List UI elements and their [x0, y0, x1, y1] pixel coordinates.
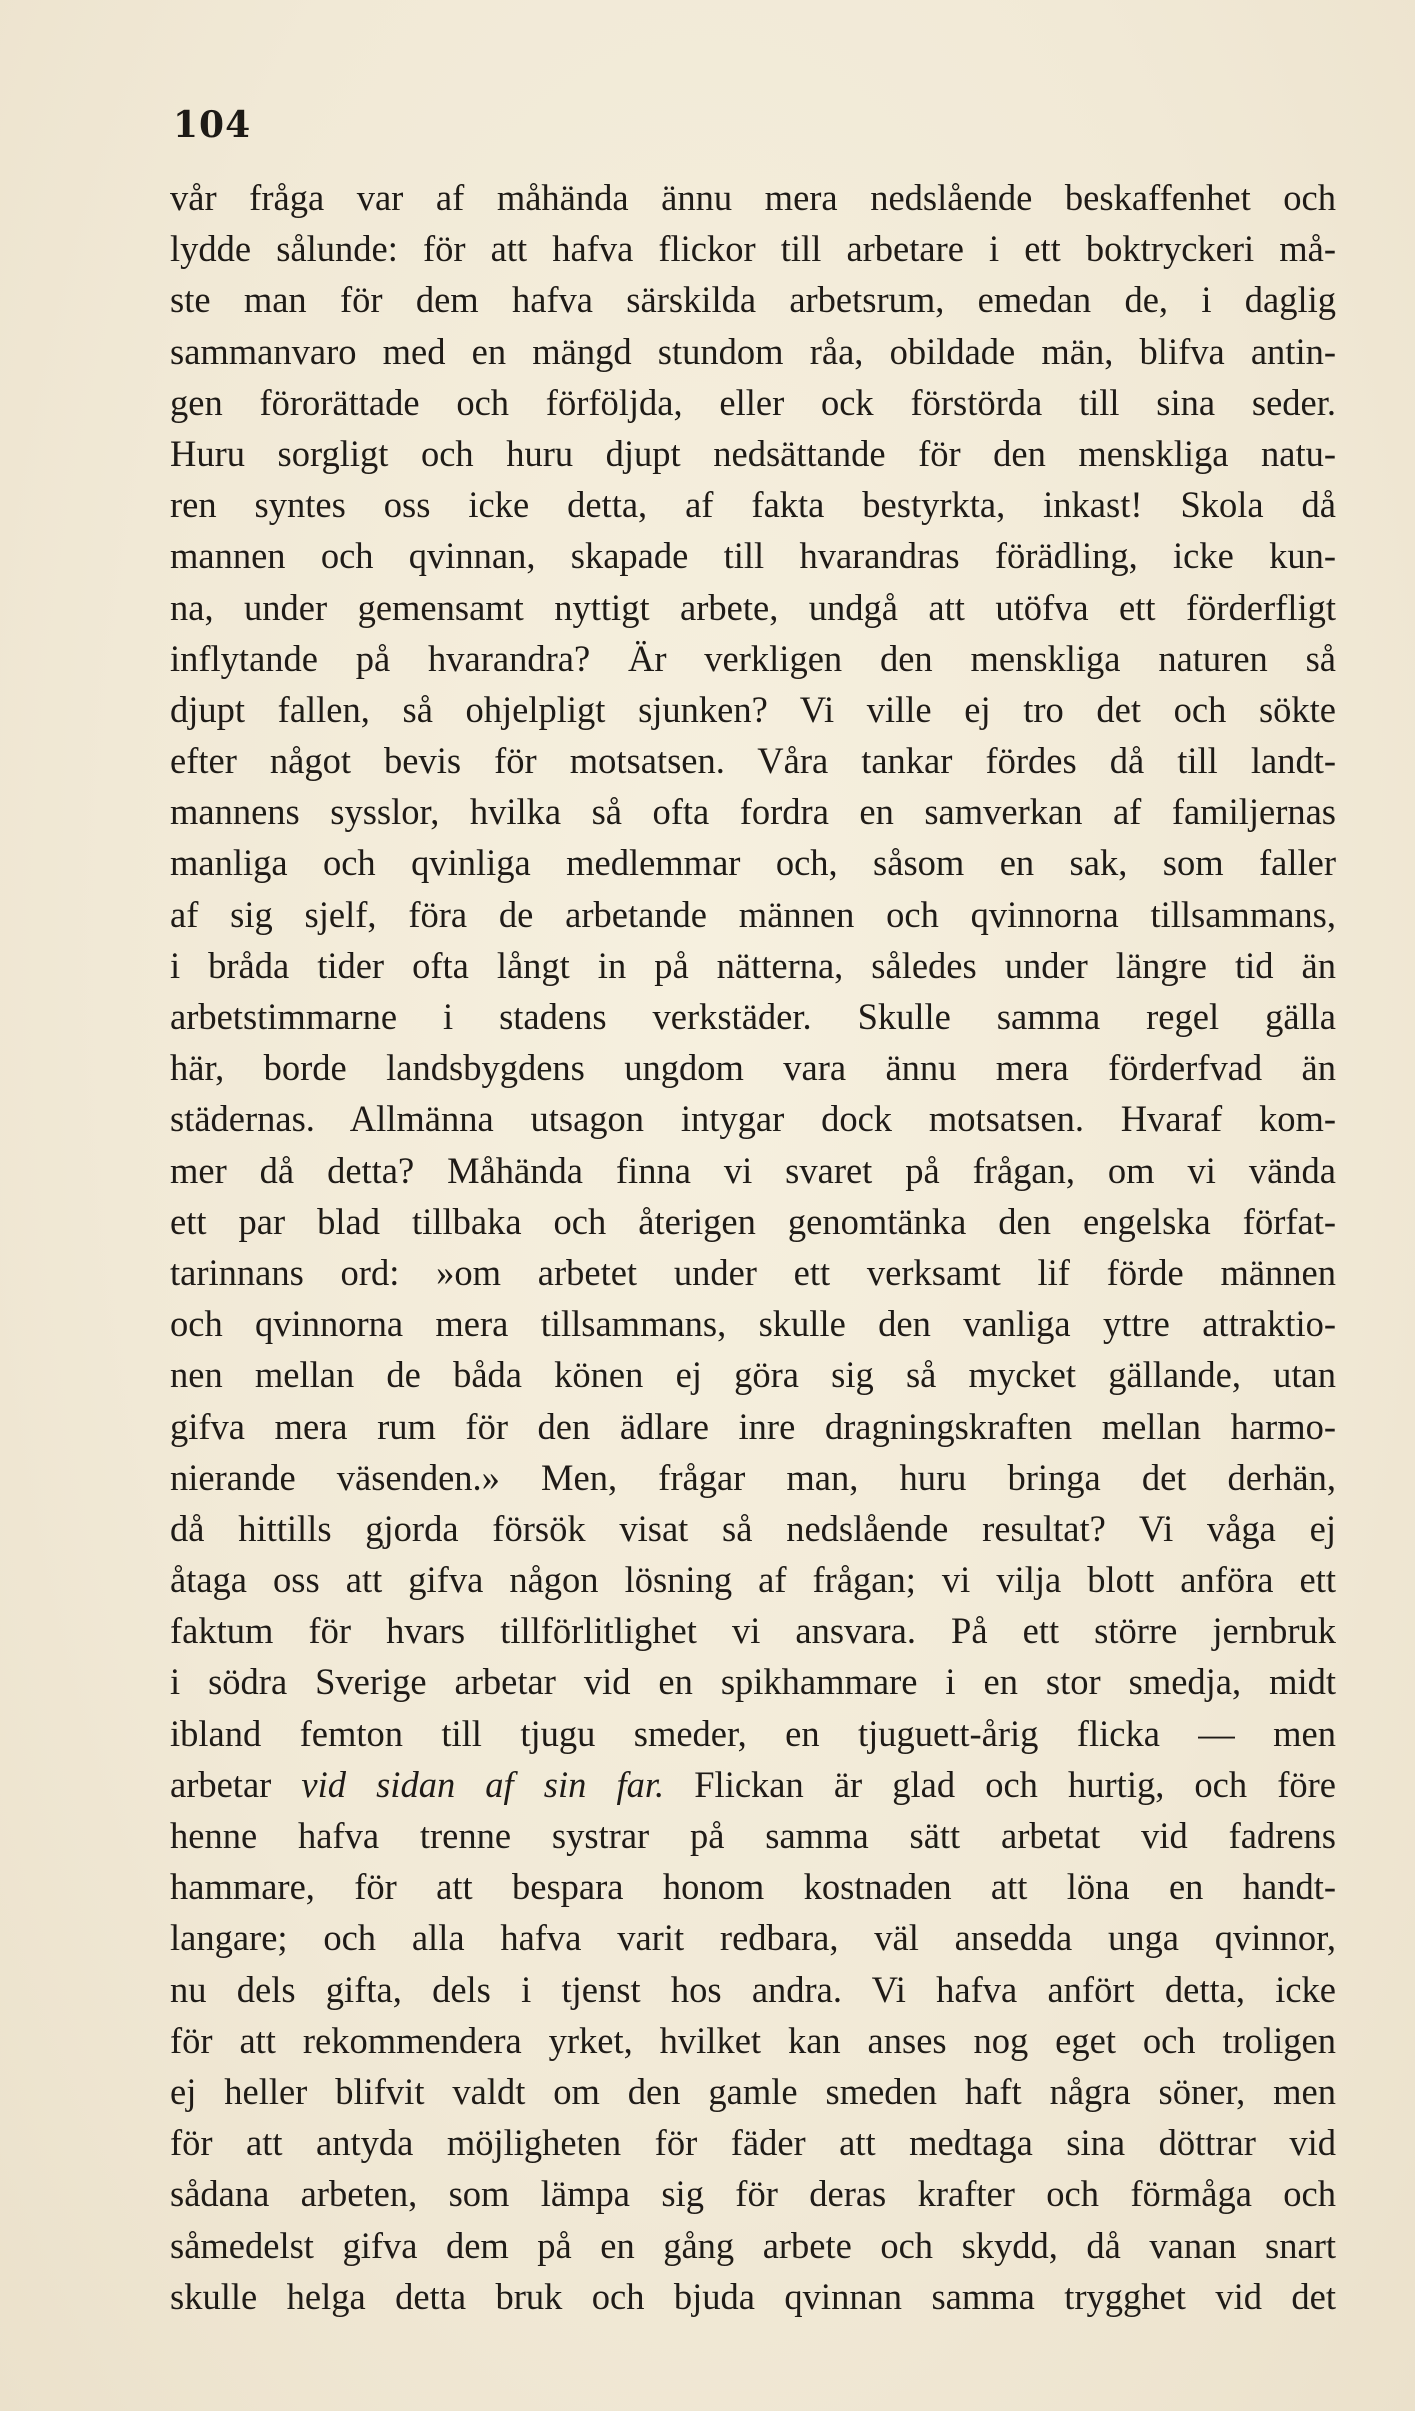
text-line: gifva mera rum för den ädlare inre dragningskraften mellan harmo- [170, 1405, 1336, 1447]
text-line: na, under gemensamt nyttigt arbete, undgå att utöfva ett förderfligt [170, 586, 1336, 628]
text-line: åtaga oss att gifva någon lösning af frågan; vi vilja blott anföra ett [170, 1559, 1336, 1601]
text-line: mannen och qvinnan, skapade till hvarandras förädling, icke kun- [170, 535, 1336, 577]
text-line: ste man för dem hafva särskilda arbetsrum, emedan de, i daglig [170, 279, 1336, 321]
text-line: här, borde landsbygdens ungdom vara ännu mera förderfvad än [170, 1047, 1336, 1089]
text-line-with-italic [170, 1759, 1336, 1810]
text-segment: arbetar [170, 1763, 302, 1805]
text-line: för att antyda möjligheten för fäder att medtaga sina döttrar vid [170, 2122, 1336, 2164]
body-text [170, 172, 1336, 2322]
text-line: för att rekommendera yrket, hvilket kan anses nog eget och troligen [170, 2019, 1336, 2061]
text-line: vår fråga var af måhända ännu mera nedslående beskaffenhet och [170, 177, 1336, 218]
text-line: ej heller blifvit valdt om den gamle smeden haft några söner, men [170, 2070, 1336, 2112]
page-number: 104 [173, 104, 252, 146]
italic-phrase: vid sidan af sin far. [301, 1763, 665, 1805]
text-line: henne hafva trenne systrar på samma sätt arbetat vid fadrens [170, 1815, 1336, 1856]
text-line: och qvinnorna mera tillsammans, skulle den vanliga yttre attraktio- [170, 1303, 1336, 1345]
text-line: sammanvaro med en mängd stundom råa, obildade män, blifva antin- [170, 330, 1336, 372]
text-line: hammare, för att bespara honom kostnaden att löna en handt- [170, 1866, 1336, 1908]
text-line: skulle helga detta bruk och bjuda qvinnan samma trygghet vid det [170, 2275, 1336, 2317]
text-line: gen förorättade och förföljda, eller ock förstörda till sina seder. [170, 381, 1336, 423]
text-line: nu dels gifta, dels i tjenst hos andra. Vi hafva anfört detta, icke [170, 1968, 1336, 2010]
text-line: efter något bevis för motsatsen. Våra tankar fördes då till landt- [170, 740, 1336, 782]
text-line: langare; och alla hafva varit redbara, väl ansedda unga qvinnor, [170, 1917, 1336, 1959]
text-line: mannens sysslor, hvilka så ofta fordra en samverkan af familjernas [170, 791, 1336, 833]
text-line: sådana arbeten, som lämpa sig för deras krafter och förmåga och [170, 2173, 1336, 2215]
text-segment: Flickan är glad och hurtig, och före [664, 1763, 1336, 1805]
text-line: såmedelst gifva dem på en gång arbete och skydd, då vanan snart [170, 2224, 1336, 2266]
text-line: ett par blad tillbaka och återigen genomtänka den engelska förfat- [170, 1200, 1336, 1242]
text-line: i södra Sverige arbetar vid en spikhammare i en stor smedja, midt [170, 1661, 1336, 1703]
text-line: ren syntes oss icke detta, af fakta bestyrkta, inkast! Skola då [170, 484, 1336, 526]
text-line: arbetstimmarne i stadens verkstäder. Skulle samma regel gälla [170, 996, 1336, 1037]
text-line: ibland femton till tjugu smeder, en tjuguett-årig flicka — men [170, 1712, 1336, 1754]
text-line: i bråda tider ofta långt in på nätterna, således under längre tid än [170, 944, 1336, 986]
text-line: inflytande på hvarandra? Är verkligen den menskliga naturen så [170, 637, 1336, 679]
text-line: då hittills gjorda försök visat så nedslående resultat? Vi våga ej [170, 1507, 1336, 1549]
text-line: djupt fallen, så ohjelpligt sjunken? Vi ville ej tro det och sökte [170, 688, 1336, 730]
text-line: städernas. Allmänna utsagon intygar dock motsatsen. Hvaraf kom- [170, 1098, 1336, 1140]
text-line: nierande väsenden.» Men, frågar man, huru bringa det derhän, [170, 1456, 1336, 1498]
text-line: Huru sorgligt och huru djupt nedsättande för den menskliga natu- [170, 432, 1336, 474]
text-line: tarinnans ord: »om arbetet under ett verksamt lif förde männen [170, 1251, 1336, 1293]
text-line: faktum för hvars tillförlitlighet vi ansvara. På ett större jernbruk [170, 1610, 1336, 1652]
text-line: af sig sjelf, föra de arbetande männen och qvinnorna tillsammans, [170, 893, 1336, 935]
text-line: mer då detta? Måhända finna vi svaret på frågan, om vi vända [170, 1149, 1336, 1191]
text-line: lydde sålunde: för att hafva flickor till arbetare i ett boktryckeri må- [170, 228, 1336, 270]
text-line: manliga och qvinliga medlemmar och, såsom en sak, som faller [170, 842, 1336, 884]
text-line: nen mellan de båda könen ej göra sig så mycket gällande, utan [170, 1354, 1336, 1396]
